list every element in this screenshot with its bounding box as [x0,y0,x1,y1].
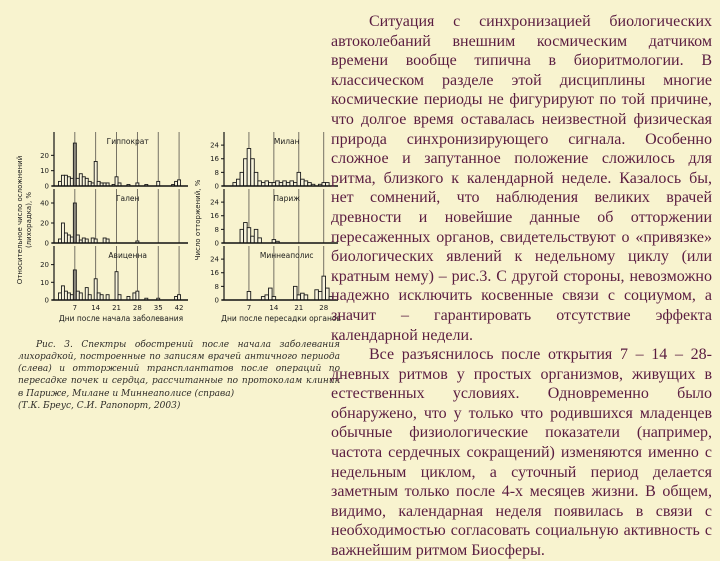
svg-text:8: 8 [214,225,219,234]
chart-transplant-clinics [192,128,342,331]
figure-3-caption [18,339,340,412]
svg-text:Париж: Париж [273,194,301,203]
figure-caption-text: Спектры обострений после начала заболевания лихорадкой, построенные по записям врачей античного периода (слева) и отторжений трансплантатов после операций по пересадке почек и сердца, рассчитанные по протоколам клиник в Париже, Милане и Миннеаполисе (справа) [18,340,340,399]
svg-text:0: 0 [44,239,49,248]
figure-caption-label: Рис. 3. [36,340,73,350]
svg-text:Число отторжений, %: Число отторжений, % [194,179,202,261]
svg-text:28: 28 [132,304,142,312]
svg-text:7: 7 [246,304,252,312]
svg-text:20: 20 [40,261,49,270]
svg-text:8: 8 [214,282,219,291]
svg-text:10: 10 [40,167,49,176]
svg-text:Милан: Милан [273,137,300,146]
svg-text:0: 0 [214,239,219,248]
svg-text:28: 28 [319,304,329,312]
svg-text:0: 0 [214,182,219,191]
svg-text:(лихорадка), %: (лихорадка), % [25,191,33,249]
svg-text:Гален: Гален [115,194,140,203]
chart-ancient-physicians [14,128,192,331]
svg-text:16: 16 [210,269,219,278]
transplant-clinics-chart-svg [192,128,342,326]
svg-text:16: 16 [210,155,219,164]
svg-text:0: 0 [214,296,219,305]
svg-text:40: 40 [40,199,49,208]
svg-text:24: 24 [210,255,219,264]
svg-text:42: 42 [174,304,184,312]
svg-text:16: 16 [210,212,219,221]
svg-text:20: 20 [40,151,49,160]
svg-text:24: 24 [210,141,219,150]
svg-text:Относительное число осложнений: Относительное число осложнений [16,155,24,285]
svg-text:Гиппократ: Гиппократ [106,137,149,146]
svg-text:8: 8 [214,168,219,177]
svg-text:24: 24 [210,198,219,207]
svg-text:14: 14 [269,304,279,312]
body-paragraph-2: Все разъяснилось после открытия 7 – 14 – 28-дневных ритмов у простых организмов, живущих в естественных условиях. Одновременно было обнаружено, что у только что родившихся младенцев обычные физиологические показатели (например, частота сердечных сокращений) изменяются именно с недельным циклом, а суточный период делается заметным только после 4-х месяцев жизни. В общем, видимо, календарная неделя появилась в связи с необходимостью согласовать социальную активность с важнейшим ритмом Биосферы. [331,346,712,560]
svg-text:21: 21 [294,304,304,312]
figure-3 [14,128,348,331]
svg-text:Авиценна: Авиценна [108,251,147,260]
body-text-column [331,12,712,561]
svg-text:0: 0 [44,182,49,191]
figure-caption-source: (Т.К. Бреус, С.И. Рапопорт, 2003) [18,400,181,411]
svg-text:Дни после пересадки органов: Дни после пересадки органов [221,314,341,323]
svg-text:Миннеаполис: Миннеаполис [259,251,314,260]
ancient-physicians-chart-svg [14,128,192,326]
svg-text:10: 10 [40,278,49,287]
svg-text:21: 21 [112,304,121,312]
svg-text:Дни после начала заболевания: Дни после начала заболевания [58,314,184,323]
svg-text:7: 7 [72,304,78,312]
svg-text:0: 0 [44,296,49,305]
figure-3-charts [14,128,348,331]
svg-text:35: 35 [153,304,163,312]
body-paragraph-1: Ситуация с синхронизацией биологических автоколебаний внешним космическим датчиком времени вообще типична в биоритмологии. В классическом разделе этой дисциплины многие космические периоды не фигурируют по той причине, что долгое время оставалась неизвестной физическая природа синхронизирующего сигнала. Особенно сложное и запутанное положение сложилось для ритма, близкого к календарной неделе. Казалось бы, нет сомнений, что наблюдения великих врачей древности и новейшие данные об отторжении пересаженных органов, свидетельствуют о «привязке» биологических явлений к недельному циклу (или кратным нему) – рис.3. С другой стороны, невозможно надежно исключить косвенные связи с социумом, а значит – гарантировать отсутствие эффекта календарной недели. [331,13,712,344]
svg-text:20: 20 [40,219,49,228]
svg-text:14: 14 [91,304,101,312]
